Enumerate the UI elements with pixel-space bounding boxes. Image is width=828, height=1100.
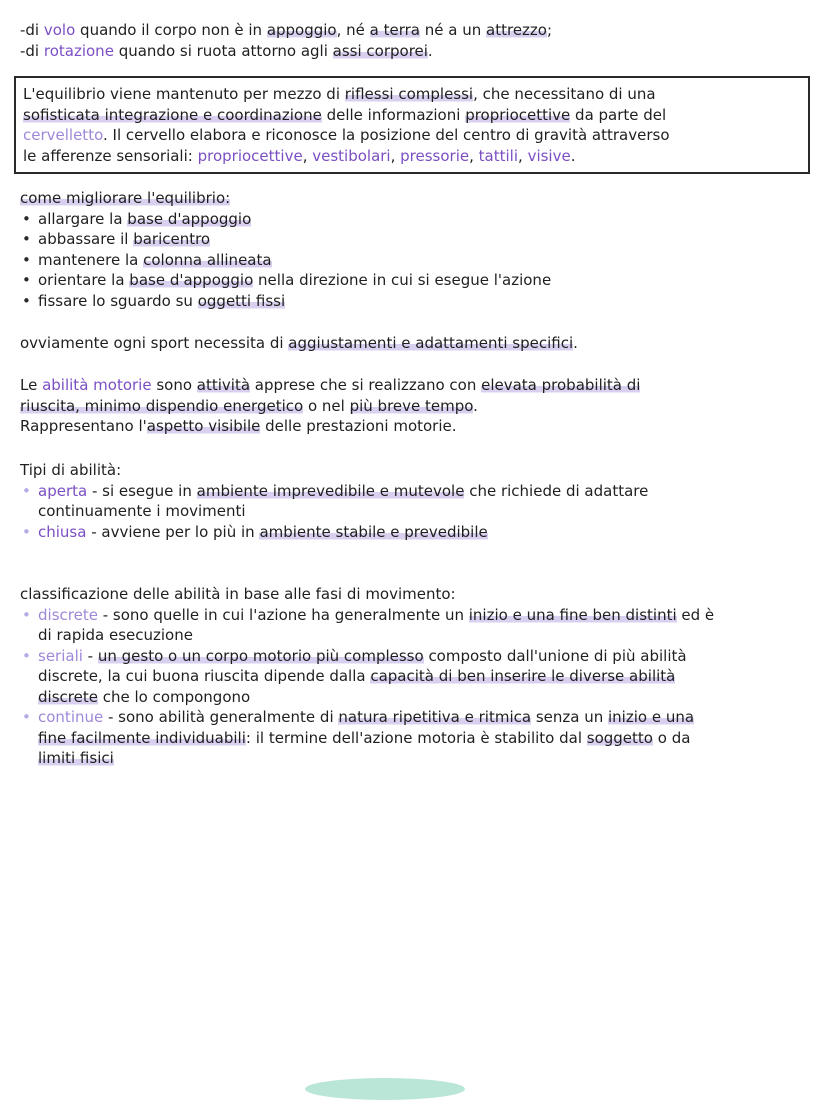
box-line-4 bbox=[23, 146, 801, 167]
text: . bbox=[427, 41, 433, 60]
text: L'equilibrio viene mantenuto per mezzo di bbox=[23, 85, 345, 103]
highlight: inizio e una fine ben distinti bbox=[468, 605, 677, 624]
highlight: limiti fisici bbox=[38, 749, 114, 767]
text: - bbox=[82, 646, 98, 665]
rotazione-line bbox=[20, 41, 552, 62]
text: , che necessitano di una bbox=[473, 85, 656, 103]
highlight: riuscita, minimo dispendio energetico bbox=[20, 396, 304, 415]
list-item-discrete bbox=[20, 605, 714, 626]
highlight: capacità di ben inserire le diverse abilità bbox=[370, 667, 676, 685]
highlight: a terra bbox=[369, 21, 421, 39]
term-rotazione: rotazione bbox=[43, 41, 114, 60]
term-chiusa: chiusa bbox=[38, 522, 87, 541]
list-item bbox=[20, 250, 551, 271]
highlight: elevata probabilità di bbox=[481, 376, 641, 394]
highlight: discrete bbox=[38, 687, 98, 706]
highlight: un gesto o un corpo motorio più complesso bbox=[97, 646, 424, 665]
list-item bbox=[20, 209, 551, 230]
term-cervelletto: cervelletto bbox=[23, 126, 103, 144]
text: ed è bbox=[676, 605, 715, 624]
abilita-section bbox=[20, 375, 640, 437]
text: . Il cervello elabora e riconosce la posizione del centro di gravità attraverso bbox=[103, 126, 670, 144]
highlight: oggetti fissi bbox=[197, 291, 286, 310]
box-line-1 bbox=[23, 84, 801, 105]
text: le afferenze sensoriali: bbox=[23, 146, 198, 165]
volo-line bbox=[20, 20, 552, 41]
term-seriali: seriali bbox=[38, 646, 83, 665]
text: . bbox=[473, 396, 478, 415]
text: ovviamente ogni sport necessita di bbox=[20, 334, 289, 352]
text: delle prestazioni motorie. bbox=[260, 417, 457, 435]
list-item bbox=[20, 291, 551, 312]
highlight: aspetto visibile bbox=[146, 417, 261, 435]
text: , bbox=[390, 146, 401, 165]
text: senza un bbox=[531, 708, 608, 726]
highlight: attività bbox=[196, 376, 251, 394]
term-discrete: discrete bbox=[38, 605, 98, 624]
term-continue: continue bbox=[38, 708, 104, 726]
term-volo: volo bbox=[43, 21, 76, 39]
text: quando il corpo non è in bbox=[75, 21, 267, 39]
text: , bbox=[469, 146, 479, 165]
section-heading: classificazione delle abilità in base alle fasi di movimento: bbox=[20, 585, 456, 603]
text: composto dall'unione di più abilità bbox=[423, 646, 687, 665]
highlight: fine facilmente individuabili bbox=[38, 728, 246, 747]
text: o da bbox=[652, 728, 691, 747]
list-item-chiusa bbox=[20, 522, 648, 543]
term-aperta: aperta bbox=[38, 481, 88, 500]
equilibrio-definition-box bbox=[14, 76, 810, 174]
text: mantenere la bbox=[38, 250, 144, 269]
text: fissare lo sguardo su bbox=[38, 291, 198, 310]
text: quando si ruota attorno agli bbox=[113, 41, 333, 60]
list-item-seriali bbox=[20, 646, 714, 667]
text: nella direzione in cui si esegue l'azione bbox=[253, 271, 552, 289]
text: - avviene per lo più in bbox=[86, 522, 260, 541]
highlight: sofisticata integrazione e coordinazione bbox=[23, 105, 322, 124]
list-item bbox=[20, 270, 551, 291]
term-abilita-motorie: abilità motorie bbox=[42, 376, 152, 394]
highlight: propriocettive bbox=[465, 105, 571, 124]
text: delle informazioni bbox=[321, 105, 466, 124]
highlight: soggetto bbox=[586, 728, 653, 747]
text: abbassare il bbox=[38, 230, 134, 248]
highlight: ambiente imprevedibile e mutevole bbox=[196, 481, 465, 500]
list-item-continue bbox=[20, 707, 714, 728]
text: Le bbox=[20, 376, 43, 394]
text: Rappresentano l' bbox=[20, 417, 147, 435]
term: vestibolari bbox=[312, 146, 391, 165]
list-item bbox=[20, 229, 551, 250]
highlight: baricentro bbox=[133, 230, 211, 248]
highlight: appoggio bbox=[266, 21, 337, 39]
text: - sono abilità generalmente di bbox=[103, 708, 339, 726]
text: , né bbox=[336, 21, 370, 39]
text: orientare la bbox=[38, 271, 130, 289]
box-line-3 bbox=[23, 125, 801, 146]
text: - si esegue in bbox=[87, 481, 197, 500]
text: , bbox=[518, 146, 528, 165]
text: - sono quelle in cui l'azione ha generalmente un bbox=[97, 605, 469, 624]
highlight: attrezzo bbox=[486, 21, 547, 39]
text: -di bbox=[20, 41, 44, 60]
box-line-2 bbox=[23, 105, 801, 126]
text: né a un bbox=[420, 21, 487, 39]
classificazione-section bbox=[20, 584, 714, 769]
text: che lo compongono bbox=[97, 687, 251, 706]
highlight: base d'appoggio bbox=[127, 209, 252, 228]
text: : il termine dell'azione motoria è stabilito dal bbox=[245, 728, 587, 747]
highlight: assi corporei bbox=[332, 41, 428, 60]
highlight: colonna allineata bbox=[143, 250, 272, 269]
text: discrete, la cui buona riuscita dipende dalla bbox=[38, 667, 371, 685]
section-heading: Tipi di abilità: bbox=[20, 461, 122, 479]
highlight: riflessi complessi bbox=[344, 85, 474, 103]
term: pressorie bbox=[400, 146, 470, 165]
text: , bbox=[302, 146, 313, 165]
intro-section bbox=[20, 20, 552, 61]
highlight: più breve tempo bbox=[349, 396, 474, 415]
text: da parte del bbox=[570, 105, 667, 124]
text: . bbox=[570, 146, 576, 165]
highlight: natura ripetitiva e ritmica bbox=[338, 708, 532, 726]
text: di rapida esecuzione bbox=[38, 626, 193, 644]
term: visive bbox=[527, 146, 571, 165]
tipi-section bbox=[20, 460, 648, 542]
highlight: ambiente stabile e prevedibile bbox=[259, 522, 488, 541]
highlight: inizio e una bbox=[608, 708, 695, 726]
term: tattili bbox=[478, 146, 519, 165]
highlight: aggiustamenti e adattamenti specifici bbox=[288, 334, 574, 352]
highlight: base d'appoggio bbox=[129, 271, 254, 289]
text: -di bbox=[20, 21, 44, 39]
list-item-aperta bbox=[20, 481, 648, 502]
text: allargare la bbox=[38, 209, 128, 228]
text: . bbox=[573, 334, 578, 352]
sport-line bbox=[20, 333, 578, 354]
section-heading: come migliorare l'equilibrio: bbox=[20, 189, 231, 207]
text: apprese che si realizzano con bbox=[250, 376, 482, 394]
text: o nel bbox=[303, 396, 350, 415]
equilibrio-section bbox=[20, 188, 551, 311]
term: propriocettive bbox=[197, 146, 303, 165]
text: sono bbox=[151, 376, 197, 394]
text: ; bbox=[546, 21, 553, 39]
text: che richiede di adattare bbox=[464, 481, 649, 500]
decorative-blob bbox=[305, 1078, 465, 1100]
text: continuamente i movimenti bbox=[38, 502, 246, 520]
